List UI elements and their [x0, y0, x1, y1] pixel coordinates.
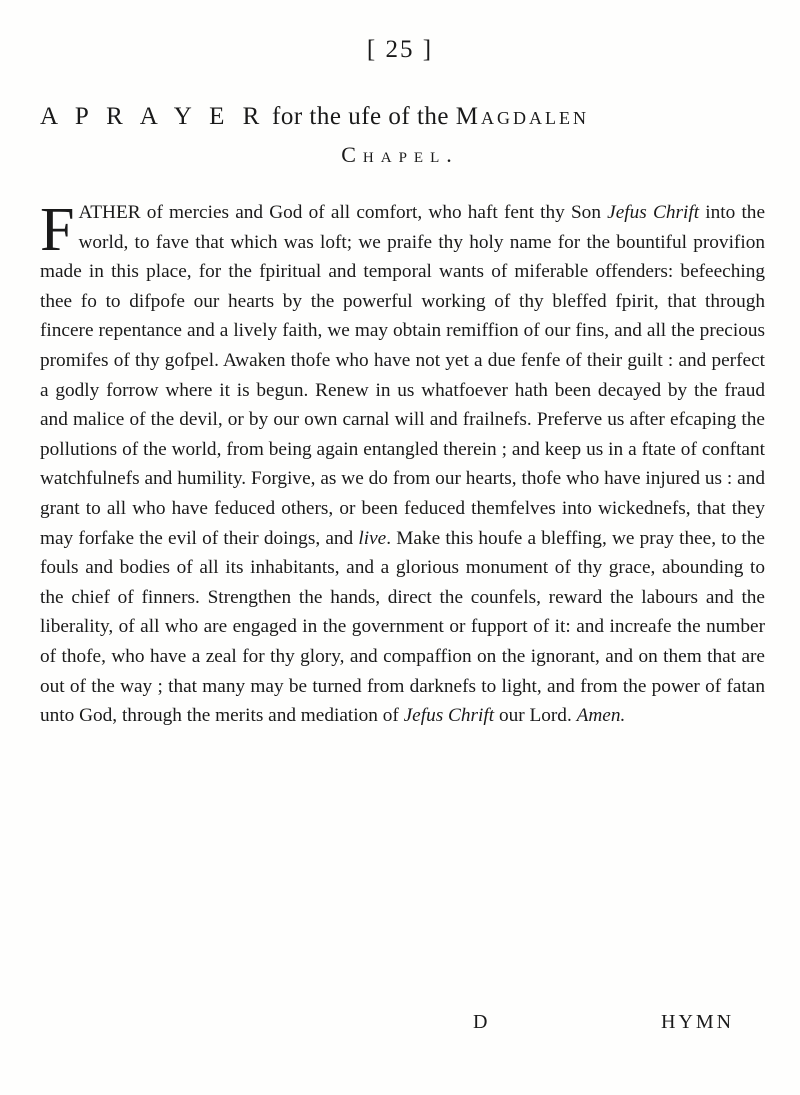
- prayer-title: [40, 103, 770, 131]
- live-word: live: [358, 527, 387, 549]
- title-magdalen: Magdalen: [455, 103, 589, 130]
- title-prayer: A P R A Y E R: [40, 103, 266, 130]
- signature-mark: D: [473, 1011, 488, 1033]
- catchword: HYMN: [661, 1011, 735, 1033]
- body-text-2: into the world, to fave that which was loft; we praife thy holy name for the bountiful provifion made in this place, for the fpiritual and temporal wants of miferable offenders: befeeching thee fo to difpofe our hearts by the powerful working of thy bleffed fpirit, that through fincere repentance and a lively faith, we may obtain remiffion of our fins, and all the precious promifes of thy gofpel. Awaken thofe who have not yet a due fenfe of their guilt : and perfect a godly forrow where it is begun. Renew in us whatfoever hath been decayed by the fraud and malice of the devil, or by our own carnal will and frailnefs. Preferve us after efcaping the pollutions of the world, from being again entangled therein ; and keep us in a ftate of conftant watchfulnefs and humility. Forgive, as we do from our hearts, thofe who have injured us : and grant to all who have feduced others, or been feduced themfelves into wickednefs, that they may forfake the evil of their doings, and: [40, 202, 765, 549]
- amen: Amen.: [576, 705, 626, 727]
- drop-cap: F: [40, 196, 75, 264]
- jesus-christ-2: Jefus Chrift: [403, 705, 495, 727]
- title-middle: for the ufe of the: [265, 103, 456, 130]
- title-chapel: Chapel.: [341, 142, 459, 167]
- body-text-4: our Lord.: [494, 705, 577, 727]
- prayer-body: [40, 198, 765, 731]
- page-number: [ 25 ]: [366, 36, 434, 63]
- body-text-1: ATHER of mercies and God of all comfort, who haft fent thy Son: [78, 202, 608, 223]
- body-text-3: . Make this houfe a bleffing, we pray thee, to the fouls and bodies of all its inhabitants, and a glorious monument of thy grace, abounding to the chief of finners. Strengthen the hands, direct the counfels, reward the labours and the liberality, of all who are engaged in the government or fupport of it: and increafe the number of thofe, who have a zeal for thy glory, and compaffion on the ignorant, and on them that are out of the way ; that many may be turned from darknefs to light, and from the power of fatan unto God, through the merits and mediation of: [40, 527, 765, 727]
- jesus-christ-1: Jefus Chrift: [607, 202, 700, 223]
